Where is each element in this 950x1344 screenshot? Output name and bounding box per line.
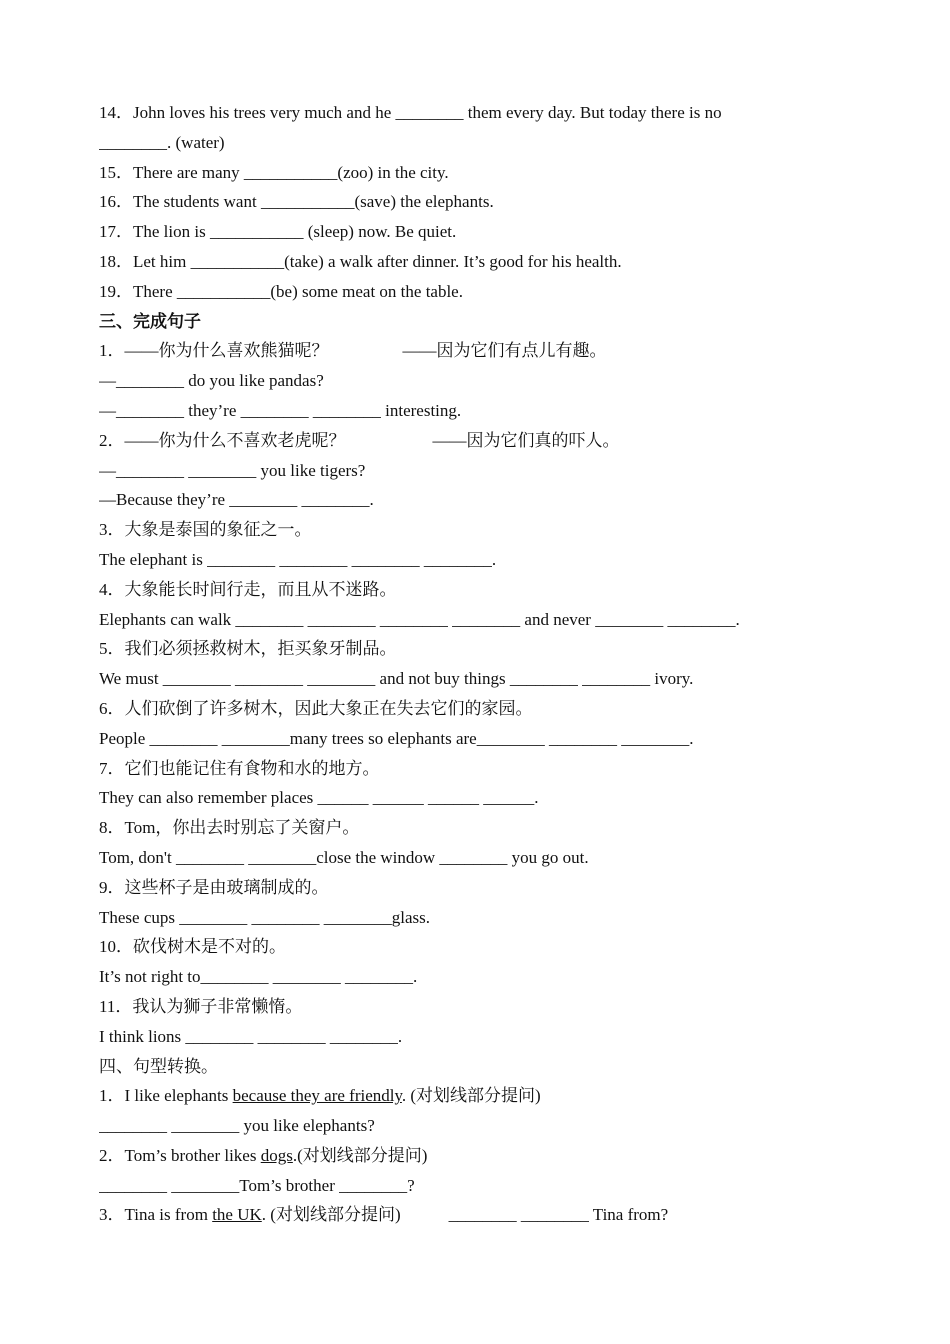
line-s11-english: I think lions ________ ________ ________. bbox=[99, 1026, 403, 1046]
line-s10-english: It’s not right to________ ________ ________. bbox=[99, 967, 418, 987]
line-s2-chinese: 2．——你为什么不喜欢老虎呢？ ——因为它们真的吓人。 bbox=[99, 430, 620, 450]
line-s5-english: We must ________ ________ ________ and not buy things ________ ________ ivory. bbox=[99, 669, 694, 689]
line-s5-chinese: 5．我们必须拯救树木，拒买象牙制品。 bbox=[99, 639, 397, 659]
line-q19: 19．There ___________(be) some meat on the table. bbox=[99, 281, 463, 301]
line-t2-answer: ________ ________Tom’s brother ________? bbox=[99, 1175, 415, 1195]
line-s6-chinese: 6．人们砍倒了许多树木，因此大象正在失去它们的家园。 bbox=[99, 698, 533, 718]
line-s1-chinese: 1．——你为什么喜欢熊猫呢？ ——因为它们有点儿有趣。 bbox=[99, 341, 607, 361]
line-t3-question: 3．Tina is from the UK. (对划线部分提问) ________ ________ Tina from? bbox=[99, 1205, 669, 1225]
line-s7-chinese: 7．它们也能记住有食物和水的地方。 bbox=[99, 758, 380, 778]
line-s8-english: Tom, don't ________ ________close the window ________ you go out. bbox=[99, 847, 589, 867]
section-heading-sentence-transform: 四、句型转换。 bbox=[99, 1056, 218, 1076]
line-s3-chinese: 3．大象是泰国的象征之一。 bbox=[99, 520, 312, 540]
line-s2-english-a: —________ ________ you like tigers? bbox=[99, 460, 366, 480]
line-s9-chinese: 9．这些杯子是由玻璃制成的。 bbox=[99, 877, 329, 897]
line-s8-chinese: 8．Tom，你出去时别忘了关窗户。 bbox=[99, 818, 360, 838]
line-t1-answer: ________ ________ you like elephants? bbox=[99, 1116, 375, 1136]
line-s4-english: Elephants can walk ________ ________ ________ ________ and never ________ ________. bbox=[99, 609, 740, 629]
underlined-phrase: dogs bbox=[260, 1145, 293, 1165]
line-s6-english: People ________ ________many trees so elephants are________ ________ ________. bbox=[99, 728, 694, 748]
line-q15: 15．There are many ___________(zoo) in the city. bbox=[99, 162, 449, 182]
line-s3-english: The elephant is ________ ________ ________ ________. bbox=[99, 549, 497, 569]
line-s4-chinese: 4．大象能长时间行走，而且从不迷路。 bbox=[99, 579, 397, 599]
line-t2-question: 2．Tom’s brother likes dogs.(对划线部分提问) bbox=[99, 1145, 428, 1165]
line-q14-cont: ________. (water) bbox=[99, 132, 225, 152]
line-s10-chinese: 10．砍伐树木是不对的。 bbox=[99, 937, 286, 957]
line-s1-english-a: —________ do you like pandas? bbox=[99, 371, 324, 391]
line-s7-english: They can also remember places ______ ______ ______ ______. bbox=[99, 788, 539, 808]
line-s2-english-b: —Because they’re ________ ________. bbox=[99, 490, 374, 510]
worksheet-content bbox=[99, 98, 859, 1230]
line-s1-english-b: —________ they’re ________ ________ interesting. bbox=[99, 400, 462, 420]
line-s11-chinese: 11．我认为狮子非常懒惰。 bbox=[99, 996, 303, 1016]
line-q14: 14．John loves his trees very much and he ________ them every day. But today there is no bbox=[99, 103, 722, 122]
line-q17: 17．The lion is ___________ (sleep) now. Be quiet. bbox=[99, 222, 457, 242]
underlined-phrase: the UK bbox=[212, 1205, 262, 1225]
line-t1-question: 1．I like elephants because they are friendly. (对划线部分提问) bbox=[99, 1086, 541, 1106]
line-q16: 16．The students want ___________(save) the elephants. bbox=[99, 192, 494, 212]
section-heading-complete-sentences: 三、完成句子 bbox=[99, 311, 201, 331]
line-q18: 18．Let him ___________(take) a walk after dinner. It’s good for his health. bbox=[99, 251, 622, 271]
line-s9-english: These cups ________ ________ ________glass. bbox=[99, 907, 431, 927]
underlined-phrase: because they are friendly bbox=[232, 1086, 402, 1106]
